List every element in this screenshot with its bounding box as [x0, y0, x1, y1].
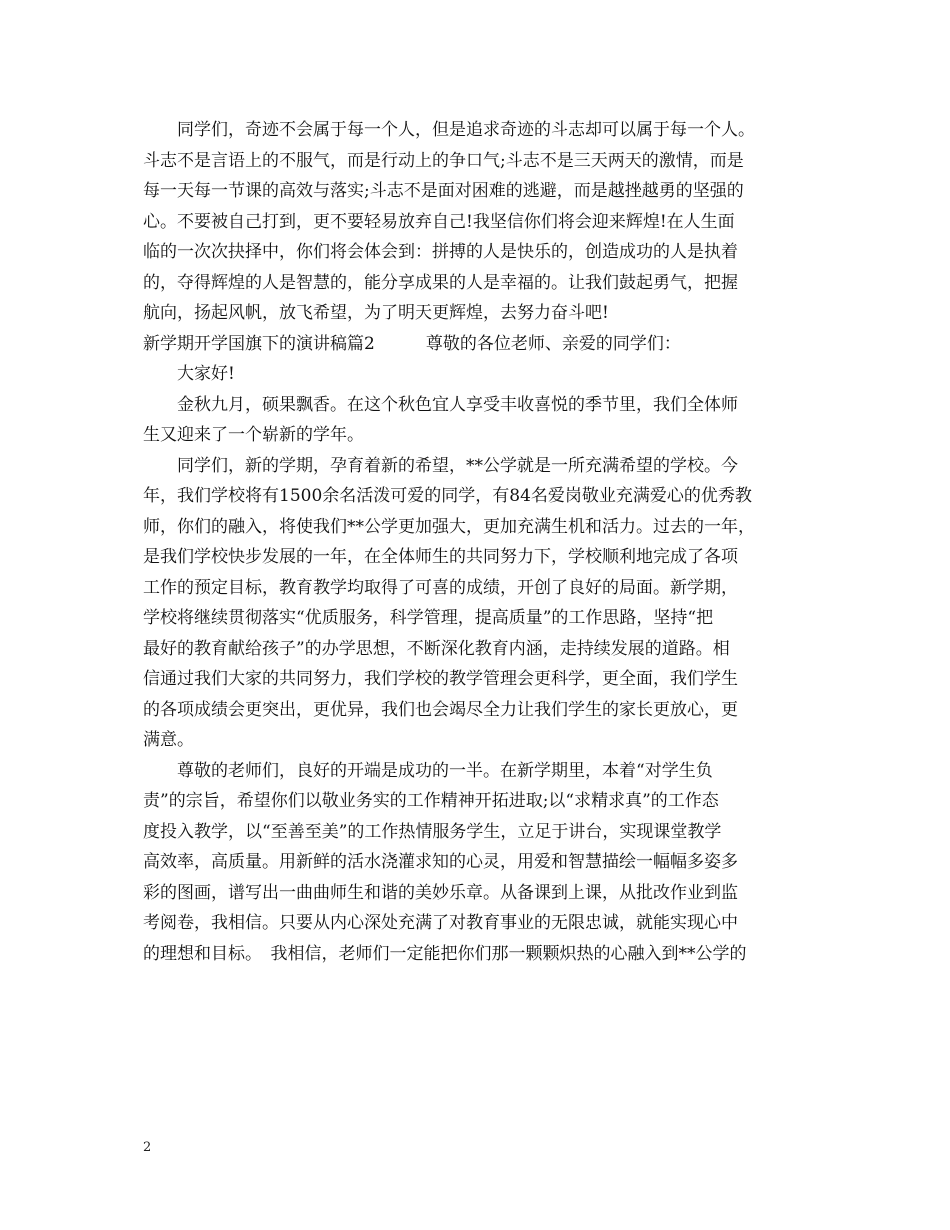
text-line: 彩的图画，谱写出一曲曲师生和谐的美妙乐章。从备课到上课，从批改作业到监 [143, 882, 738, 903]
text-line: 满意。 [143, 730, 194, 750]
text-line: 师，你们的融入，将使我们**公学更加强大，更加充满生机和活力。过去的一年， [143, 516, 755, 537]
text-line: 工作的预定目标，教育教学均取得了可喜的成绩，开创了良好的局面。新学期， [143, 577, 738, 598]
text-line: 的各项成绩会更突出，更优异，我们也会竭尽全力让我们学生的家长更放心，更 [143, 699, 738, 720]
text-line: 心。不要被自己打到，更不要轻易放弃自己!我坚信你们将会迎来辉煌!在人生面 [143, 211, 735, 232]
text-line: 同学们，奇迹不会属于每一个人，但是追求奇迹的斗志却可以属于每一个人。 [143, 120, 755, 140]
text-line: 生又迎来了一个崭新的学年。 [143, 425, 364, 445]
text-line: 的，夺得辉煌的人是智慧的，能分享成果的人是幸福的。让我们鼓起勇气，把握 [143, 272, 738, 293]
text-line: 每一天每一节课的高效与落实;斗志不是面对困难的逃避，而是越挫越勇的坚强的 [143, 181, 744, 201]
text-line: 斗志不是言语上的不服气，而是行动上的争口气;斗志不是三天两天的激情，而是 [143, 150, 744, 171]
text-line: 临的一次次抉择中，你们将会体会到：拼搏的人是快乐的，创造成功的人是执着 [143, 242, 738, 262]
text-line: 尊敬的老师们，良好的开端是成功的一半。在新学期里，本着“对学生负 [143, 760, 713, 781]
text-line: 最好的教育献给孩子”的办学思想，不断深化教育内涵，走持续发展的道路。相 [143, 638, 730, 659]
text-line: 责”的宗旨，希望你们以敬业务实的工作精神开拓进取;以“求精求真”的工作态 [143, 791, 719, 811]
page-number: 2 [143, 1140, 152, 1155]
greeting-line: 大家好! [143, 364, 235, 384]
text-line: 学校将继续贯彻落实“优质服务，科学管理，提高质量”的工作思路，坚持“把 [143, 608, 714, 628]
text-line: 金秋九月，硕果飘香。在这个秋色宜人享受丰收喜悦的季节里，我们全体师 [143, 394, 738, 415]
text-line: 同学们，新的学期，孕育着新的希望，**公学就是一所充满希望的学校。今 [143, 455, 738, 476]
text-line: 度投入教学，以“至善至美”的工作热情服务学生，立足于讲台，实现课堂教学 [143, 821, 722, 842]
document-body [143, 115, 831, 969]
text-line: 信通过我们大家的共同努力，我们学校的教学管理会更科学，更全面，我们学生 [143, 669, 738, 689]
text-line: 考阅卷，我相信。只要从内心深处充满了对教育事业的无限忠诚，就能实现心中 [143, 913, 738, 933]
text-line: 的理想和目标。 我相信，老师们一定能把你们那一颗颗炽热的心融入到**公学的 [143, 943, 747, 964]
text-line: 年，我们学校将有1500余名活泼可爱的同学，有84名爱岗敬业充满爱心的优秀教 [143, 486, 752, 506]
text-line: 高效率，高质量。用新鲜的活水浇灌求知的心灵，用爱和智慧描绘一幅幅多姿多 [143, 852, 738, 872]
section-heading-line: 新学期开学国旗下的演讲稿篇2 尊敬的各位老师、亲爱的同学们： [143, 333, 681, 354]
text-line: 是我们学校快步发展的一年，在全体师生的共同努力下，学校顺利地完成了各项 [143, 547, 738, 567]
text-line: 航向，扬起风帆，放飞希望，为了明天更辉煌，去努力奋斗吧! [143, 303, 609, 323]
